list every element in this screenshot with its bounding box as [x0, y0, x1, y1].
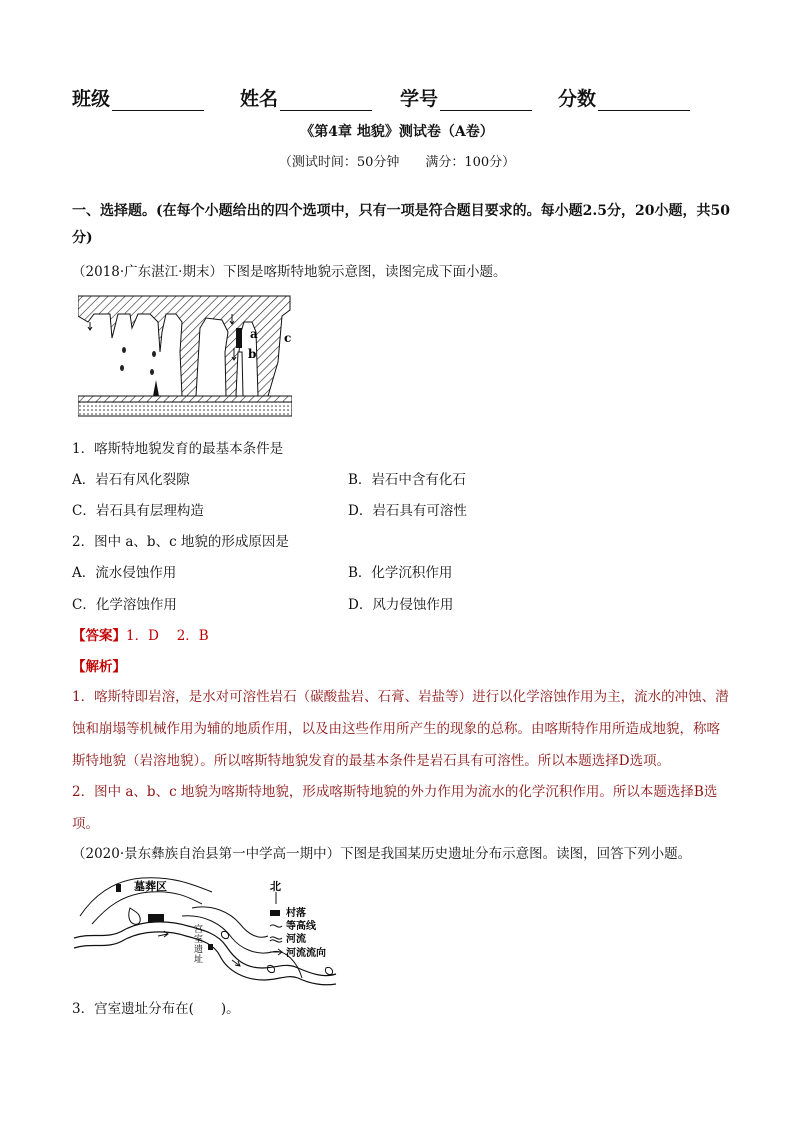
- group1-source: （2018·广东湛江·期末）下图是喀斯特地貌示意图，读图完成下面小题。: [72, 264, 507, 280]
- q1-option-a[interactable]: A．岩石有风化裂隙: [72, 472, 190, 488]
- test-subtitle: （测试时间：50分钟 满分：100分）: [278, 155, 516, 170]
- legend-flow: 河流流向: [286, 948, 326, 959]
- label-b: b: [248, 347, 257, 361]
- name-label: 姓名: [240, 84, 372, 111]
- site-map: [72, 868, 372, 988]
- q3-stem: 3．宫室遗址分布在( )。: [72, 1001, 240, 1017]
- explanation-2: 2．图中 a、b、c 地貌为喀斯特地貌，形成喀斯特地貌的外力作用为流水的化学沉积作用。所以本题选择B选项。: [72, 784, 718, 832]
- palace-label-3: 遗: [194, 945, 204, 955]
- q2-stem: 2．图中 a、b、c 地貌的形成原因是: [72, 534, 289, 550]
- class-label: 班级: [72, 84, 204, 111]
- q1-option-d[interactable]: D．岩石具有可溶性: [348, 503, 467, 519]
- score-blank[interactable]: [598, 90, 690, 111]
- legend-contour: 等高线: [286, 921, 316, 932]
- analysis-tag: 【解析】: [72, 659, 126, 675]
- label-c: c: [284, 331, 292, 345]
- north-label: 北: [270, 880, 281, 893]
- q1-option-c[interactable]: C．岩石具有层理构造: [72, 503, 204, 519]
- q2-option-b[interactable]: B．化学沉积作用: [348, 565, 453, 581]
- answer-tag: 【答案】: [72, 628, 126, 644]
- palace-label-4: 址: [194, 955, 204, 965]
- legend-village: 村落: [286, 908, 306, 919]
- label-a: a: [250, 327, 258, 341]
- q2-option-c[interactable]: C．化学溶蚀作用: [72, 597, 177, 613]
- legend-river: 河流: [286, 934, 306, 945]
- burial-label: 墓葬区: [134, 880, 167, 893]
- palace-label-1: 宫: [194, 925, 204, 935]
- karst-diagram: [78, 292, 292, 420]
- explanation-1: 1．喀斯特即岩溶，是水对可溶性岩石（碳酸盐岩、石膏、岩盐等）进行以化学溶蚀作用为主，流水的冲蚀、潜蚀和崩塌等机械作用为辅的地质作用，以及由这些作用所产生的现象的总称。由喀斯特作用所造成地貌，称喀斯特地貌（岩溶地貌）。所以喀斯特地貌发育的最基本条件是岩石具有可溶性。所以本题选择D选项。: [72, 689, 729, 769]
- answer-line: [72, 624, 209, 644]
- number-blank[interactable]: [440, 90, 532, 111]
- class-blank[interactable]: [112, 90, 204, 111]
- test-title: 《第4章 地貌》测试卷（A卷）: [300, 124, 494, 140]
- q1-stem: 1．喀斯特地貌发育的最基本条件是: [72, 441, 284, 457]
- student-number-label: 学号: [400, 84, 532, 111]
- q2-option-a[interactable]: A．流水侵蚀作用: [72, 565, 177, 581]
- palace-label-2: 室: [194, 935, 204, 945]
- name-blank[interactable]: [280, 90, 372, 111]
- score-label: 分数: [558, 84, 690, 111]
- q1-option-b[interactable]: B．岩石中含有化石: [348, 472, 466, 488]
- group2-source: （2020·景东彝族自治县第一中学高一期中）下图是我国某历史遗址分布示意图。读图，回答下列小题。: [72, 846, 692, 862]
- answer-text: 1．D 2．B: [126, 628, 209, 644]
- section-heading: 一、选择题。(在每个小题给出的四个选项中，只有一项是符合题目要求的。每小题2.5分，20小题，共50分): [72, 203, 730, 246]
- q2-option-d[interactable]: D．风力侵蚀作用: [348, 597, 454, 613]
